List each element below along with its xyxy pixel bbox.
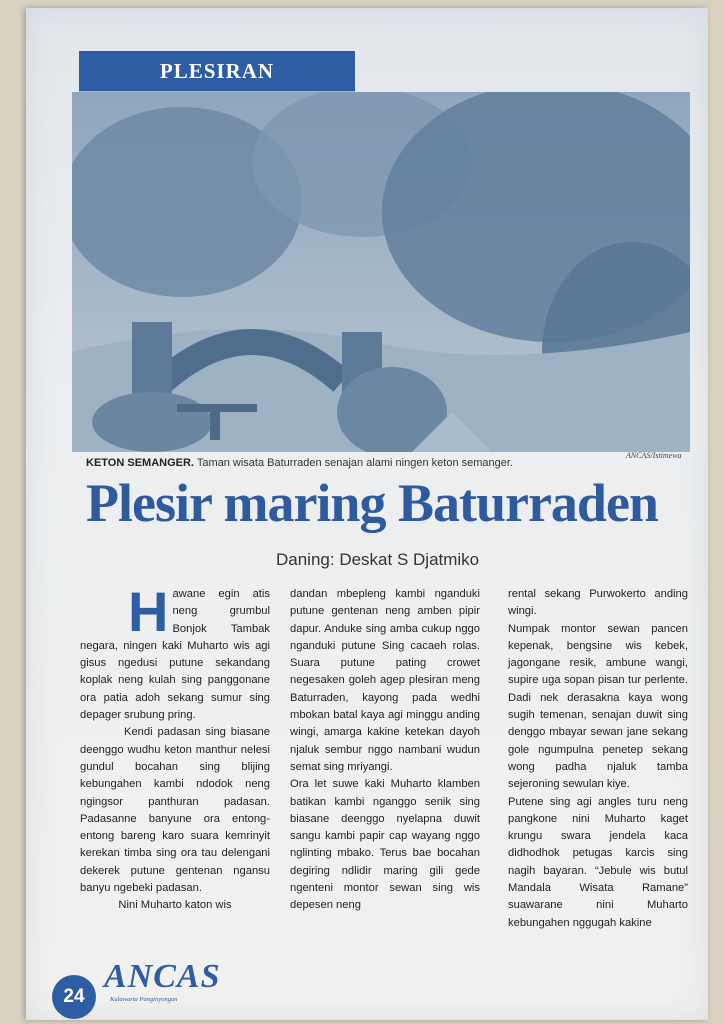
article-column-2 [290,586,480,915]
paragraph: Numpak montor sewan pancen kepenak, bengsine wis kebek, jagongane resik, ambune wangi, supire uga sopan pisan tur perlente. Dadi nek derasakna kaya wong sugih temenan, senajan duwit sing denggo mbayar sewan jane sekang gole ngumpulna penetep sekang wong padha njaluk tamba sejeroning sewulan kiye. [508,622,688,791]
paragraph: Ora let suwe kaki Muharto klamben batikan kambi nganggo senik sing biasane deenggo nyelapna duwit sangu kambi papir cap wayang nggo nglinting mbako. Terus bae bocahan degiring ndlidir maring gili gede ngenteni montor sewan sing wis depesen neng [290,778,480,912]
article-headline: Plesir maring Baturraden [86,473,658,533]
photo-caption [86,457,513,469]
paragraph: Putene sing agi angles turu neng pangkone nini Muharto kaget krungu swara jendela kaca didhodhok petugas karcis sing nagih bayaran. “Jebule wis butul Mandala Wisata Ramane” suawarane nini Muharto kebungahen nggugah kakine [508,795,688,929]
page-number: 24 [52,975,96,1019]
article-byline: Daning: Deskat S Djatmiko [276,550,480,569]
paragraph: awane egin atis neng grumbul Bonjok Tambak negara, ningen kaki Muharto wis agi gisus ngedusi putune sekandang koplak neng kulah sing panggonane ora patia adoh sekang sumur sing depager srubung pring. [80,588,270,722]
drop-cap: H [128,580,169,643]
caption-label: KETON SEMANGER. [86,457,194,469]
paragraph: rental sekang Purwokerto anding wingi. [508,588,688,618]
paragraph: Kendi padasan sing biasane deenggo wudhu keton manthur nelesi gundul bocahan sing blijing kebungahen kambi ndodok neng ngingsor panthuran padasan. Padasanne banyune ora entong-entong bareng karo suara kemrinyit kerekan timba sing ora tau delengani dekerek putune gentenan ngansu banyu ngebeki padasan. [80,726,270,895]
paragraph: Nini Muharto katon wis [118,899,232,912]
section-banner [79,51,355,94]
article-column-3 [508,586,688,932]
article-column-1 [80,580,270,915]
article-photo [72,92,690,452]
caption-text: Taman wisata Baturraden senajan alami ningen keton semanger. [193,457,513,469]
paragraph: dandan mbepleng kambi nganduki putune gentenan neng amben pipir dapur. Anduke sing amba cukup nggo nganduki putune Sing cacaeh rolas. Suara putune pating crowet negesaken goleh agep plesiran meng Baturraden, kayong pada wedhi mbokan batal kaya agi minggu anding wingi, amarga kakine ketekan dayoh njaluk sembur nggo nambani wudun semat sing mriyangi. [290,588,480,773]
magazine-logo: ANCAS [104,958,221,995]
magazine-tagline: Kalawarta Panginyongan [110,996,178,1003]
photo-credit: ANCAS/Istimewa [626,451,682,460]
section-label: PLESIRAN [159,59,275,83]
photo-illustration [72,92,690,452]
